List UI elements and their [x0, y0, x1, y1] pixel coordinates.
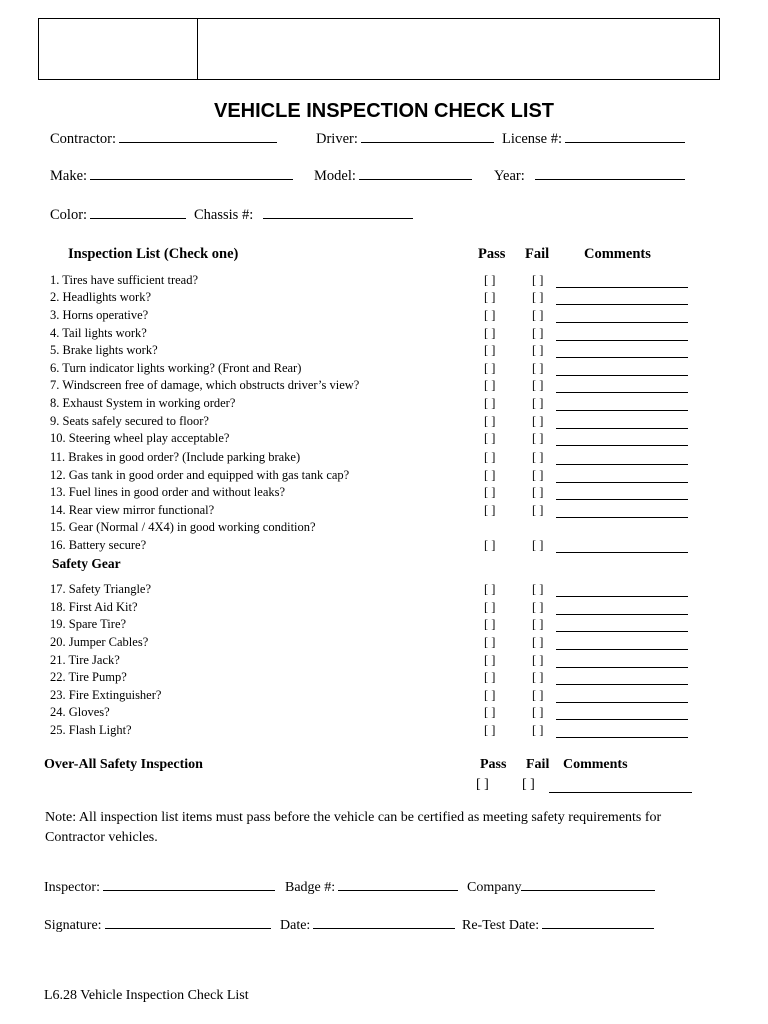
- pass-checkbox[interactable]: [ ]: [484, 688, 496, 702]
- item-label: 22. Tire Pump?: [50, 670, 127, 684]
- fail-checkbox[interactable]: [ ]: [532, 308, 544, 322]
- comments-line[interactable]: [556, 428, 688, 429]
- fail-heading: Fail: [525, 246, 550, 262]
- pass-checkbox[interactable]: [ ]: [484, 600, 496, 614]
- fail-checkbox[interactable]: [ ]: [532, 485, 544, 499]
- pass-checkbox[interactable]: [ ]: [484, 705, 496, 719]
- comments-line[interactable]: [556, 410, 688, 411]
- retest-date-label: Re-Test Date:: [462, 918, 540, 933]
- fail-checkbox[interactable]: [ ]: [532, 326, 544, 340]
- pass-checkbox[interactable]: [ ]: [484, 431, 496, 445]
- make-label: Make:: [50, 168, 88, 184]
- badge-label: Badge #:: [285, 880, 336, 895]
- item-label: 15. Gear (Normal / 4X4) in good working condition?: [50, 520, 316, 534]
- overall-comments-heading: Comments: [563, 757, 628, 772]
- comments-line[interactable]: [556, 719, 688, 720]
- comments-line[interactable]: [556, 614, 688, 615]
- fail-checkbox[interactable]: [ ]: [532, 468, 544, 482]
- comments-line[interactable]: [556, 375, 688, 376]
- license-label: License #:: [502, 131, 562, 147]
- fail-checkbox[interactable]: [ ]: [532, 343, 544, 357]
- pass-checkbox[interactable]: [ ]: [484, 653, 496, 667]
- comments-line[interactable]: [556, 517, 688, 518]
- fail-checkbox[interactable]: [ ]: [532, 361, 544, 375]
- item-label: 10. Steering wheel play acceptable?: [50, 431, 230, 445]
- footer-doc-id: L6.28 Vehicle Inspection Check List: [44, 988, 249, 1003]
- badge-field[interactable]: [285, 878, 458, 896]
- page-title: VEHICLE INSPECTION CHECK LIST: [213, 100, 555, 122]
- item-label: 24. Gloves?: [50, 705, 110, 719]
- item-label: 4. Tail lights work?: [50, 326, 147, 340]
- item-label: 23. Fire Extinguisher?: [50, 688, 162, 702]
- inspection-list-heading: Inspection List (Check one): [68, 246, 239, 262]
- comments-line[interactable]: [556, 667, 688, 668]
- comments-line[interactable]: [556, 287, 688, 288]
- fail-checkbox[interactable]: [ ]: [532, 723, 544, 737]
- item-label: 1. Tires have sufficient tread?: [50, 273, 198, 287]
- chassis-label: Chassis #:: [194, 207, 254, 223]
- header-box-divider: [197, 19, 198, 79]
- pass-checkbox[interactable]: [ ]: [484, 378, 496, 392]
- item-label: 14. Rear view mirror functional?: [50, 503, 215, 517]
- pass-checkbox[interactable]: [ ]: [484, 538, 496, 552]
- comments-line[interactable]: [556, 631, 688, 632]
- contractor-field[interactable]: [50, 130, 277, 148]
- note-line-2: Contractor vehicles.: [45, 830, 158, 845]
- overall-pass-checkbox[interactable]: [ ]: [476, 777, 489, 792]
- color-label: Color:: [50, 207, 88, 223]
- driver-label: Driver:: [316, 131, 358, 147]
- signature-field[interactable]: [44, 916, 271, 934]
- item-label: 9. Seats safely secured to floor?: [50, 414, 209, 428]
- comments-line[interactable]: [556, 445, 688, 446]
- comments-line[interactable]: [556, 702, 688, 703]
- pass-checkbox[interactable]: [ ]: [484, 635, 496, 649]
- item-label: 16. Battery secure?: [50, 538, 147, 552]
- year-label: Year:: [494, 168, 525, 184]
- pass-checkbox[interactable]: [ ]: [484, 617, 496, 631]
- inspector-label: Inspector:: [44, 880, 100, 895]
- comments-line[interactable]: [556, 392, 688, 393]
- overall-fail-checkbox[interactable]: [ ]: [522, 777, 535, 792]
- inspector-field[interactable]: [44, 878, 275, 896]
- make-field[interactable]: [50, 167, 293, 185]
- item-label: 8. Exhaust System in working order?: [50, 396, 236, 410]
- item-label: 5. Brake lights work?: [50, 343, 158, 357]
- fail-checkbox[interactable]: [ ]: [532, 688, 544, 702]
- fail-checkbox[interactable]: [ ]: [532, 635, 544, 649]
- year-field[interactable]: [494, 167, 685, 185]
- comments-line[interactable]: [556, 464, 688, 465]
- date-label: Date:: [280, 918, 311, 933]
- item-label: 12. Gas tank in good order and equipped with gas tank cap?: [50, 468, 350, 482]
- fail-checkbox[interactable]: [ ]: [532, 617, 544, 631]
- fail-checkbox[interactable]: [ ]: [532, 273, 544, 287]
- fail-checkbox[interactable]: [ ]: [532, 503, 544, 517]
- contractor-label: Contractor:: [50, 131, 117, 147]
- item-label: 21. Tire Jack?: [50, 653, 120, 667]
- license-field[interactable]: [502, 130, 685, 148]
- item-label: 13. Fuel lines in good order and without leaks?: [50, 485, 286, 499]
- signature-label: Signature:: [44, 918, 102, 933]
- pass-checkbox[interactable]: [ ]: [484, 343, 496, 357]
- pass-checkbox[interactable]: [ ]: [484, 468, 496, 482]
- pass-checkbox[interactable]: [ ]: [484, 326, 496, 340]
- fail-checkbox[interactable]: [ ]: [532, 450, 544, 464]
- fail-checkbox[interactable]: [ ]: [532, 396, 544, 410]
- pass-checkbox[interactable]: [ ]: [484, 670, 496, 684]
- color-field[interactable]: [50, 206, 186, 224]
- fail-checkbox[interactable]: [ ]: [532, 600, 544, 614]
- pass-checkbox[interactable]: [ ]: [484, 308, 496, 322]
- driver-field[interactable]: [316, 130, 494, 148]
- item-label: 20. Jumper Cables?: [50, 635, 149, 649]
- pass-checkbox[interactable]: [ ]: [484, 273, 496, 287]
- pass-checkbox[interactable]: [ ]: [484, 582, 496, 596]
- comments-line[interactable]: [556, 304, 688, 305]
- model-label: Model:: [314, 168, 356, 184]
- comments-heading: Comments: [584, 246, 651, 262]
- item-label: 18. First Aid Kit?: [50, 600, 138, 614]
- date-field[interactable]: [280, 916, 455, 934]
- company-label: Company: [467, 880, 522, 895]
- retest-date-field[interactable]: [462, 916, 654, 934]
- fail-checkbox[interactable]: [ ]: [532, 582, 544, 596]
- fail-checkbox[interactable]: [ ]: [532, 653, 544, 667]
- pass-heading: Pass: [478, 246, 506, 262]
- item-label: 3. Horns operative?: [50, 308, 149, 322]
- comments-line[interactable]: [556, 737, 688, 738]
- comments-line[interactable]: [556, 340, 688, 341]
- safety-gear-heading: Safety Gear: [52, 556, 121, 571]
- fail-checkbox[interactable]: [ ]: [532, 290, 544, 304]
- comments-line[interactable]: [556, 322, 688, 323]
- pass-checkbox[interactable]: [ ]: [484, 503, 496, 517]
- overall-comments-line[interactable]: [549, 792, 692, 793]
- pass-checkbox[interactable]: [ ]: [484, 485, 496, 499]
- comments-line[interactable]: [556, 596, 688, 597]
- header-box: [38, 18, 720, 80]
- item-label: 17. Safety Triangle?: [50, 582, 152, 596]
- pass-checkbox[interactable]: [ ]: [484, 290, 496, 304]
- overall-fail-heading: Fail: [526, 757, 550, 772]
- fail-checkbox[interactable]: [ ]: [532, 414, 544, 428]
- model-field[interactable]: [314, 167, 472, 185]
- note-line-1: Note: All inspection list items must pass before the vehicle can be certified as meeting safety requirements for: [45, 810, 662, 825]
- overall-pass-heading: Pass: [480, 757, 507, 772]
- overall-heading: Over-All Safety Inspection: [44, 757, 203, 772]
- item-label: 6. Turn indicator lights working? (Front and Rear): [50, 361, 302, 375]
- comments-line[interactable]: [556, 684, 688, 685]
- pass-checkbox[interactable]: [ ]: [484, 450, 496, 464]
- item-label: 2. Headlights work?: [50, 290, 152, 304]
- fail-checkbox[interactable]: [ ]: [532, 431, 544, 445]
- fail-checkbox[interactable]: [ ]: [532, 538, 544, 552]
- comments-line[interactable]: [556, 552, 688, 553]
- comments-line[interactable]: [556, 482, 688, 483]
- pass-checkbox[interactable]: [ ]: [484, 396, 496, 410]
- item-label: 25. Flash Light?: [50, 723, 132, 737]
- pass-checkbox[interactable]: [ ]: [484, 723, 496, 737]
- item-label: 19. Spare Tire?: [50, 617, 127, 631]
- comments-line[interactable]: [556, 357, 688, 358]
- company-field[interactable]: [467, 878, 655, 896]
- comments-line[interactable]: [556, 499, 688, 500]
- pass-checkbox[interactable]: [ ]: [484, 414, 496, 428]
- fail-checkbox[interactable]: [ ]: [532, 378, 544, 392]
- comments-line[interactable]: [556, 649, 688, 650]
- fail-checkbox[interactable]: [ ]: [532, 670, 544, 684]
- chassis-field[interactable]: [194, 206, 413, 224]
- item-label: 11. Brakes in good order? (Include parking brake): [50, 450, 301, 464]
- pass-checkbox[interactable]: [ ]: [484, 361, 496, 375]
- fail-checkbox[interactable]: [ ]: [532, 705, 544, 719]
- item-label: 7. Windscreen free of damage, which obstructs driver’s view?: [50, 378, 360, 392]
